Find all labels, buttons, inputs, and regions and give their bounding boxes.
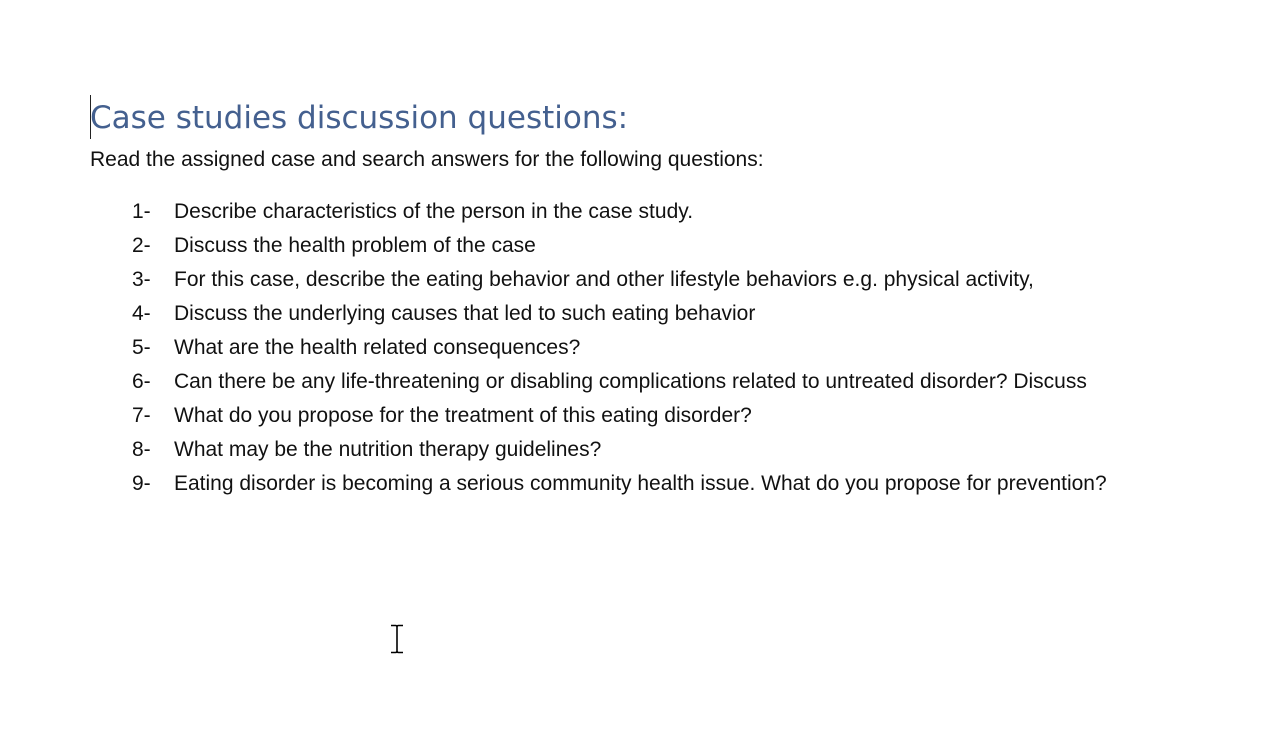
question-item[interactable] xyxy=(132,365,1142,399)
intro-paragraph[interactable]: Read the assigned case and search answers for the following questions: xyxy=(90,148,764,171)
question-item[interactable] xyxy=(132,331,1142,365)
question-number: 9- xyxy=(132,472,151,495)
question-text: Can there be any life-threatening or disabling complications related to untreated disorder? Discuss xyxy=(174,370,1087,393)
document-heading[interactable]: Case studies discussion questions: xyxy=(90,100,629,136)
question-text: Eating disorder is becoming a serious community health issue. What do you propose for prevention? xyxy=(174,472,1107,495)
question-text: What may be the nutrition therapy guidelines? xyxy=(174,438,602,461)
question-text: Describe characteristics of the person in the case study. xyxy=(174,200,694,223)
question-number: 5- xyxy=(132,336,151,359)
question-item[interactable] xyxy=(132,433,1142,467)
question-text: What do you propose for the treatment of this eating disorder? xyxy=(174,404,752,427)
question-number: 3- xyxy=(132,268,151,291)
question-text: What are the health related consequences? xyxy=(174,336,581,359)
question-number: 7- xyxy=(132,404,151,427)
question-number: 2- xyxy=(132,234,151,257)
question-text: Discuss the health problem of the case xyxy=(174,234,536,257)
question-item[interactable] xyxy=(132,467,1142,501)
question-text: Discuss the underlying causes that led to such eating behavior xyxy=(174,302,756,325)
question-item[interactable] xyxy=(132,229,1142,263)
question-number: 6- xyxy=(132,370,151,393)
i-beam-cursor-icon xyxy=(389,624,405,654)
question-number: 1- xyxy=(132,200,151,223)
question-number: 8- xyxy=(132,438,151,461)
question-text: For this case, describe the eating behavior and other lifestyle behaviors e.g. physical activity, xyxy=(174,268,1034,291)
question-number: 4- xyxy=(132,302,151,325)
question-item[interactable] xyxy=(132,263,1142,297)
question-item[interactable] xyxy=(132,297,1142,331)
question-item[interactable] xyxy=(132,399,1142,433)
question-item[interactable] xyxy=(132,195,1142,229)
questions-list xyxy=(132,195,1142,501)
